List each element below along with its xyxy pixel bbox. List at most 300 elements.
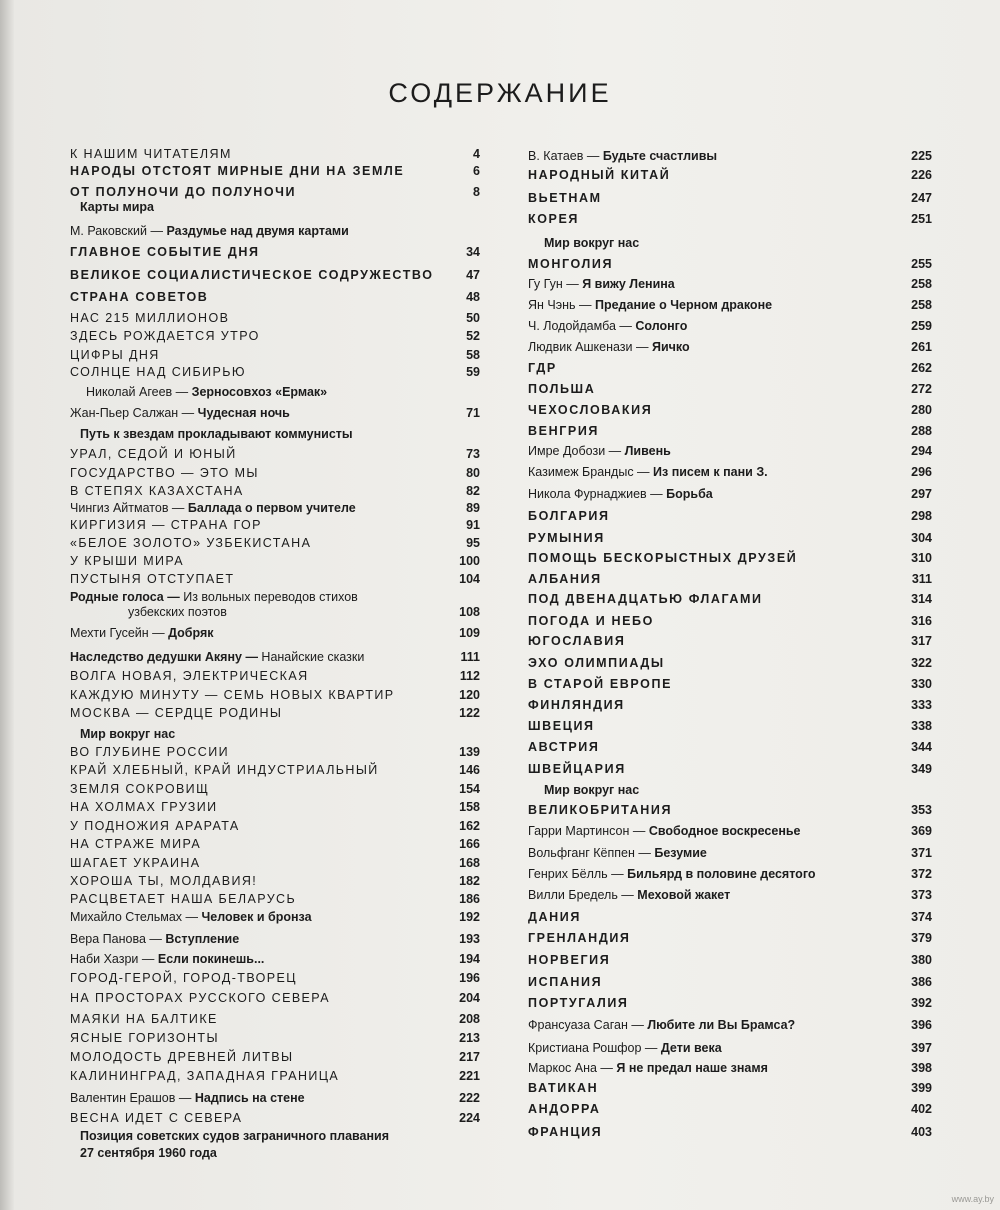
page-number: 192 bbox=[459, 910, 480, 924]
entry-text: НА СТРАЖЕ МИРА bbox=[70, 837, 202, 851]
toc-entry[interactable] bbox=[70, 1110, 480, 1130]
page-number: 288 bbox=[911, 424, 932, 438]
page-number: 310 bbox=[911, 551, 932, 565]
toc-entry[interactable] bbox=[70, 1090, 480, 1110]
entry-text: КАЖДУЮ МИНУТУ — СЕМЬ НОВЫХ КВАРТИР bbox=[70, 688, 395, 702]
toc-entry[interactable] bbox=[70, 364, 480, 384]
toc-entry[interactable] bbox=[528, 1040, 932, 1060]
entry-text: РУМЫНИЯ bbox=[528, 531, 605, 545]
entry-text: АНДОРРА bbox=[528, 1102, 601, 1116]
entry-text: АЛБАНИЯ bbox=[528, 572, 602, 586]
page-number: 111 bbox=[460, 650, 480, 664]
toc-entry[interactable] bbox=[528, 633, 932, 653]
page-number: 34 bbox=[466, 245, 480, 259]
toc-entry[interactable] bbox=[70, 1011, 480, 1031]
entry-author: Мехти Гусейн — bbox=[70, 626, 169, 640]
page-number: 71 bbox=[466, 406, 480, 420]
toc-entry[interactable] bbox=[528, 508, 932, 528]
entry-text: ЭХО ОЛИМПИАДЫ bbox=[528, 656, 665, 670]
toc-entry[interactable] bbox=[70, 446, 480, 466]
toc-entry[interactable] bbox=[528, 823, 932, 843]
page-number: 162 bbox=[459, 819, 480, 833]
toc-entry[interactable] bbox=[528, 381, 932, 401]
entry-work-title: Человек и бронза bbox=[201, 910, 312, 924]
entry-text: У ПОДНОЖИЯ АРАРАТА bbox=[70, 819, 240, 833]
toc-entry[interactable] bbox=[528, 167, 932, 187]
entry-text: ВЕСНА ИДЕТ С СЕВЕРА bbox=[70, 1111, 243, 1125]
toc-entry[interactable] bbox=[70, 571, 480, 591]
page-number: 154 bbox=[459, 782, 480, 796]
page-number: 380 bbox=[911, 953, 932, 967]
toc-entry[interactable] bbox=[70, 649, 480, 669]
entry-work-title: Солонго bbox=[635, 319, 688, 333]
entry-text: ЧЕХОСЛОВАКИЯ bbox=[528, 403, 653, 417]
entry-text bbox=[528, 845, 707, 861]
page-number: 259 bbox=[911, 319, 932, 333]
page-number: 297 bbox=[911, 487, 932, 501]
entry-text bbox=[528, 297, 772, 313]
page-number: 168 bbox=[459, 856, 480, 870]
entry-line: 27 сентября 1960 года bbox=[80, 1146, 217, 1160]
entry-text: ОТ ПОЛУНОЧИ ДО ПОЛУНОЧИ bbox=[70, 185, 297, 199]
page-number: 95 bbox=[466, 536, 480, 550]
entry-author: Франсуаза Саган — bbox=[528, 1018, 648, 1032]
toc-entry[interactable] bbox=[528, 360, 932, 380]
page-number: 338 bbox=[911, 719, 932, 733]
page-number: 112 bbox=[459, 669, 480, 683]
page-number: 398 bbox=[911, 1061, 932, 1075]
page-number: 224 bbox=[459, 1111, 480, 1125]
toc-entry[interactable] bbox=[528, 530, 932, 550]
entry-text: ЗДЕСЬ РОЖДАЕТСЯ УТРО bbox=[70, 329, 260, 343]
entry-author: Вера Панова — bbox=[70, 932, 166, 946]
page-number: 8 bbox=[473, 185, 480, 199]
page-number: 374 bbox=[911, 910, 932, 924]
entry-text: МОЛОДОСТЬ ДРЕВНЕЙ ЛИТВЫ bbox=[70, 1050, 294, 1064]
toc-entry[interactable] bbox=[528, 464, 932, 484]
entry-text: СОЛНЦЕ НАД СИБИРЬЮ bbox=[70, 365, 246, 379]
toc-entry[interactable] bbox=[70, 328, 480, 348]
page-number: 204 bbox=[459, 991, 480, 1005]
entry-text: ГОРОД-ГЕРОЙ, ГОРОД-ТВОРЕЦ bbox=[70, 971, 297, 985]
toc-entry[interactable] bbox=[70, 762, 480, 782]
page-number: 225 bbox=[911, 149, 932, 163]
entry-work-title: Надпись на стене bbox=[194, 1091, 305, 1105]
page-number: 344 bbox=[911, 740, 932, 754]
entry-text: ФРАНЦИЯ bbox=[528, 1125, 603, 1139]
page-number: 166 bbox=[459, 837, 480, 851]
entry-author: Чингиз Айтматов — bbox=[70, 501, 188, 515]
page-number: 333 bbox=[911, 698, 932, 712]
entry-text: Мир вокруг нас bbox=[544, 236, 640, 250]
entry-line bbox=[70, 590, 358, 605]
entry-work-title: Наследство дедушки Акяну — bbox=[70, 650, 262, 664]
page-number: 193 bbox=[459, 932, 480, 946]
page-number: 322 bbox=[911, 656, 932, 670]
entry-work-title: Из писем к пани З. bbox=[653, 465, 768, 479]
page-number: 109 bbox=[459, 626, 480, 640]
page-number: 120 bbox=[459, 688, 480, 702]
page-number: 213 bbox=[459, 1031, 480, 1045]
toc-entry[interactable] bbox=[528, 235, 932, 255]
toc-entry[interactable] bbox=[528, 402, 932, 422]
entry-text: ГРЕНЛАНДИЯ bbox=[528, 931, 631, 945]
entry-line: узбекских поэтов bbox=[128, 605, 227, 619]
toc-entry[interactable] bbox=[528, 676, 932, 696]
entry-author: Казимеж Брандыс — bbox=[528, 465, 654, 479]
toc-entry[interactable] bbox=[528, 995, 932, 1015]
entry-work-title: Баллада о первом учителе bbox=[187, 501, 356, 515]
page-number: 247 bbox=[911, 191, 932, 205]
page-number: 304 bbox=[911, 531, 932, 545]
entry-text bbox=[70, 405, 290, 421]
toc-entry[interactable] bbox=[528, 550, 932, 570]
entry-text: ВОЛГА НОВАЯ, ЭЛЕКТРИЧЕСКАЯ bbox=[70, 669, 309, 683]
page-title: СОДЕРЖАНИЕ bbox=[388, 78, 612, 108]
toc-entry[interactable] bbox=[528, 761, 932, 781]
page-number: 4 bbox=[473, 147, 480, 161]
toc-entry[interactable] bbox=[70, 781, 480, 801]
toc-entry[interactable] bbox=[528, 930, 932, 950]
toc-entry[interactable] bbox=[528, 655, 932, 675]
entry-work-title: Меховой жакет bbox=[637, 888, 731, 902]
entry-work-title: Раздумье над двумя картами bbox=[166, 224, 349, 238]
toc-entry[interactable] bbox=[528, 1017, 932, 1037]
toc-entry[interactable] bbox=[528, 297, 932, 317]
toc-entry[interactable] bbox=[70, 1049, 480, 1069]
toc-entry[interactable] bbox=[70, 426, 480, 446]
entry-text: ШВЕЙЦАРИЯ bbox=[528, 762, 626, 776]
toc-entry[interactable] bbox=[70, 970, 480, 990]
entry-text bbox=[528, 464, 768, 480]
page-number: 196 bbox=[459, 971, 480, 985]
page-number: 280 bbox=[911, 403, 932, 417]
toc-entry[interactable] bbox=[528, 256, 932, 276]
page-number: 314 bbox=[911, 592, 932, 606]
entry-subtitle: Нанайские сказки bbox=[261, 650, 365, 664]
toc-entry[interactable] bbox=[528, 845, 932, 865]
toc-entry[interactable] bbox=[70, 873, 480, 893]
page-number: 221 bbox=[459, 1069, 480, 1083]
toc-entry[interactable] bbox=[70, 625, 480, 645]
entry-work-title: Предание о Черном драконе bbox=[594, 298, 773, 312]
entry-text: КАЛИНИНГРАД, ЗАПАДНАЯ ГРАНИЦА bbox=[70, 1069, 340, 1083]
entry-text: ШВЕЦИЯ bbox=[528, 719, 595, 733]
page-number: 222 bbox=[459, 1091, 480, 1105]
page-number: 182 bbox=[459, 874, 480, 888]
toc-entry[interactable] bbox=[528, 148, 932, 168]
entry-author: Гу Гун — bbox=[528, 277, 583, 291]
toc-entry[interactable] bbox=[70, 590, 480, 619]
entry-text bbox=[70, 931, 239, 947]
entry-text bbox=[528, 1060, 768, 1076]
entry-text: НА ПРОСТОРАХ РУССКОГО СЕВЕРА bbox=[70, 991, 330, 1005]
toc-entry[interactable] bbox=[528, 1080, 932, 1100]
toc-entry[interactable] bbox=[70, 1068, 480, 1088]
toc-entry[interactable] bbox=[70, 1030, 480, 1050]
page-number: 258 bbox=[911, 298, 932, 312]
entry-text: ЦИФРЫ ДНЯ bbox=[70, 348, 160, 362]
toc-entry[interactable] bbox=[70, 310, 480, 330]
toc-entry[interactable] bbox=[70, 668, 480, 688]
page-number: 261 bbox=[911, 340, 932, 354]
entry-text: АВСТРИЯ bbox=[528, 740, 600, 754]
page-number: 91 bbox=[466, 518, 480, 532]
entry-text bbox=[70, 625, 214, 641]
entry-text: ВЬЕТНАМ bbox=[528, 191, 602, 205]
entry-author: Михайло Стельмах — bbox=[70, 910, 202, 924]
toc-entry[interactable] bbox=[70, 289, 480, 309]
toc-entry[interactable] bbox=[70, 818, 480, 838]
entry-text bbox=[528, 1040, 722, 1056]
entry-text bbox=[528, 318, 687, 334]
toc-entry[interactable] bbox=[528, 782, 932, 802]
page-number: 194 bbox=[459, 952, 480, 966]
page-number: 399 bbox=[911, 1081, 932, 1095]
entry-text: Мир вокруг нас bbox=[80, 727, 176, 741]
entry-text bbox=[528, 486, 713, 502]
toc-entry[interactable] bbox=[70, 163, 480, 183]
toc-entry[interactable] bbox=[70, 267, 480, 287]
entry-author: Генрих Бёлль — bbox=[528, 867, 628, 881]
entry-text bbox=[86, 384, 327, 400]
entry-text bbox=[80, 1128, 389, 1162]
toc-entry[interactable] bbox=[528, 486, 932, 506]
entry-text bbox=[528, 866, 816, 882]
toc-entry[interactable] bbox=[70, 405, 480, 425]
toc-entry[interactable] bbox=[528, 1060, 932, 1080]
toc-entry[interactable] bbox=[70, 855, 480, 875]
page-number: 82 bbox=[466, 484, 480, 498]
entry-text: ПОД ДВЕНАДЦАТЬЮ ФЛАГАМИ bbox=[528, 592, 763, 606]
entry-text bbox=[70, 500, 356, 516]
toc-entry[interactable] bbox=[528, 739, 932, 759]
toc-entry[interactable] bbox=[70, 744, 480, 764]
entry-text bbox=[70, 909, 312, 925]
entry-work-title: Яичко bbox=[651, 340, 690, 354]
page-number: 50 bbox=[466, 311, 480, 325]
entry-author: Вольфганг Кёппен — bbox=[528, 846, 655, 860]
page-number: 47 bbox=[466, 268, 480, 282]
entry-text bbox=[70, 590, 358, 620]
entry-text bbox=[70, 223, 349, 239]
toc-entry[interactable] bbox=[70, 705, 480, 725]
page-number: 146 bbox=[459, 763, 480, 777]
toc-entry[interactable] bbox=[528, 591, 932, 611]
page-number: 296 bbox=[911, 465, 932, 479]
entry-text: ГЛАВНОЕ СОБЫТИЕ ДНЯ bbox=[70, 245, 260, 259]
entry-text: У КРЫШИ МИРА bbox=[70, 554, 185, 568]
toc-entry[interactable] bbox=[528, 718, 932, 738]
entry-text: ВЕЛИКОЕ СОЦИАЛИСТИЧЕСКОЕ СОДРУЖЕСТВО bbox=[70, 268, 434, 282]
entry-work-title: Добряк bbox=[168, 626, 214, 640]
entry-work-title: Зерносовхоз «Ермак» bbox=[191, 385, 328, 399]
toc-entry[interactable] bbox=[70, 223, 480, 243]
toc-entry[interactable] bbox=[528, 887, 932, 907]
entry-subtitle: Из вольных переводов стихов bbox=[183, 590, 358, 604]
page-number: 330 bbox=[911, 677, 932, 691]
entry-work-title: Родные голоса — bbox=[70, 590, 184, 604]
entry-text: ПУСТЫНЯ ОТСТУПАЕТ bbox=[70, 572, 235, 586]
toc-entry[interactable] bbox=[70, 951, 480, 971]
toc-entry[interactable] bbox=[528, 1124, 932, 1144]
toc-entry[interactable] bbox=[70, 535, 480, 555]
toc-entry[interactable] bbox=[528, 613, 932, 633]
toc-entry[interactable] bbox=[70, 891, 480, 911]
entry-text: ФИНЛЯНДИЯ bbox=[528, 698, 625, 712]
entry-text: К НАШИМ ЧИТАТЕЛЯМ bbox=[70, 147, 232, 161]
entry-text: Мир вокруг нас bbox=[544, 783, 640, 797]
toc-entry[interactable] bbox=[528, 318, 932, 338]
toc-entry[interactable] bbox=[70, 726, 480, 746]
entry-text: КИРГИЗИЯ — СТРАНА ГОР bbox=[70, 518, 262, 532]
entry-work-title: Бильярд в половине десятого bbox=[627, 867, 816, 881]
entry-text: КОРЕЯ bbox=[528, 212, 580, 226]
entry-text: МОНГОЛИЯ bbox=[528, 257, 614, 271]
page-number: 73 bbox=[466, 447, 480, 461]
toc-entry[interactable] bbox=[528, 339, 932, 359]
entry-text: ЗЕМЛЯ СОКРОВИЩ bbox=[70, 782, 210, 796]
entry-text: ШАГАЕТ УКРАИНА bbox=[70, 856, 201, 870]
page-number: 369 bbox=[911, 824, 932, 838]
page-number: 373 bbox=[911, 888, 932, 902]
page-number: 371 bbox=[911, 846, 932, 860]
entry-author: Ч. Лодойдамба — bbox=[528, 319, 636, 333]
toc-entry[interactable] bbox=[528, 866, 932, 886]
entry-author: Никола Фурнаджиев — bbox=[528, 487, 667, 501]
page-number: 255 bbox=[911, 257, 932, 271]
toc-entry[interactable] bbox=[70, 465, 480, 485]
toc-entry[interactable] bbox=[70, 244, 480, 264]
entry-text bbox=[70, 649, 364, 665]
entry-text: ПОЛЬША bbox=[528, 382, 596, 396]
entry-text: ВО ГЛУБИНЕ РОССИИ bbox=[70, 745, 229, 759]
entry-text bbox=[528, 443, 671, 459]
entry-text: ВЕНГРИЯ bbox=[528, 424, 599, 438]
toc-entry[interactable] bbox=[70, 909, 480, 929]
toc-entry[interactable] bbox=[528, 1101, 932, 1121]
entry-author: Кристиана Рошфор — bbox=[528, 1041, 661, 1055]
page-number: 226 bbox=[911, 168, 932, 182]
toc-entry[interactable] bbox=[528, 571, 932, 591]
entry-text: НОРВЕГИЯ bbox=[528, 953, 611, 967]
entry-text: Путь к звездам прокладывают коммунисты bbox=[80, 427, 353, 441]
entry-text: УРАЛ, СЕДОЙ И ЮНЫЙ bbox=[70, 447, 237, 461]
page-number: 262 bbox=[911, 361, 932, 375]
toc-entry[interactable] bbox=[528, 190, 932, 210]
page-number: 59 bbox=[466, 365, 480, 379]
page-number: 402 bbox=[911, 1102, 932, 1116]
toc-entry[interactable] bbox=[528, 909, 932, 929]
entry-text: ГДР bbox=[528, 361, 557, 375]
toc-entry[interactable] bbox=[528, 802, 932, 822]
toc-entry[interactable] bbox=[528, 276, 932, 296]
toc-entry[interactable] bbox=[70, 687, 480, 707]
toc-entry[interactable] bbox=[70, 799, 480, 819]
entry-text: ПОМОЩЬ БЕСКОРЫСТНЫХ ДРУЗЕЙ bbox=[528, 551, 798, 565]
entry-text bbox=[70, 1090, 305, 1106]
entry-text: НА ХОЛМАХ ГРУЗИИ bbox=[70, 800, 218, 814]
page-number: 316 bbox=[911, 614, 932, 628]
entry-text bbox=[528, 823, 801, 839]
entry-author: Наби Хазри — bbox=[70, 952, 158, 966]
page-number: 396 bbox=[911, 1018, 932, 1032]
entry-text: ХОРОША ТЫ, МОЛДАВИЯ! bbox=[70, 874, 258, 888]
entry-text: БОЛГАРИЯ bbox=[528, 509, 610, 523]
page-number: 386 bbox=[911, 975, 932, 989]
page-number: 311 bbox=[911, 572, 932, 586]
toc-entry[interactable] bbox=[528, 211, 932, 231]
toc-entry[interactable] bbox=[528, 974, 932, 994]
page-number: 208 bbox=[459, 1012, 480, 1026]
entry-author: Жан-Пьер Салжан — bbox=[70, 406, 198, 420]
entry-work-title: Будьте счастливы bbox=[602, 149, 718, 163]
toc-entry[interactable] bbox=[70, 1128, 480, 1160]
toc-entry[interactable] bbox=[70, 990, 480, 1010]
entry-text bbox=[528, 148, 717, 164]
toc-entry[interactable] bbox=[70, 199, 480, 219]
entry-work-title: Если покинешь... bbox=[157, 952, 265, 966]
entry-text bbox=[528, 276, 675, 292]
entry-work-title: Любите ли Вы Брамса? bbox=[647, 1018, 796, 1032]
page-number: 379 bbox=[911, 931, 932, 945]
page-number: 317 bbox=[911, 634, 932, 648]
entry-text: ПОРТУГАЛИЯ bbox=[528, 996, 629, 1010]
page-number: 108 bbox=[459, 605, 480, 619]
entry-work-title: Я не предал наше знамя bbox=[616, 1061, 768, 1075]
page-number: 122 bbox=[459, 706, 480, 720]
page-number: 258 bbox=[911, 277, 932, 291]
entry-text: В СТЕПЯХ КАЗАХСТАНА bbox=[70, 484, 244, 498]
toc-entry[interactable] bbox=[70, 384, 480, 404]
entry-author: Валентин Ерашов — bbox=[70, 1091, 195, 1105]
page-number: 89 bbox=[466, 501, 480, 515]
entry-text: КРАЙ ХЛЕБНЫЙ, КРАЙ ИНДУСТРИАЛЬНЫЙ bbox=[70, 763, 379, 777]
entry-text: ЮГОСЛАВИЯ bbox=[528, 634, 626, 648]
page-number: 298 bbox=[911, 509, 932, 523]
entry-text bbox=[528, 887, 730, 903]
entry-work-title: Безумие bbox=[654, 846, 707, 860]
entry-text bbox=[70, 951, 264, 967]
entry-work-title: Свободное воскресенье bbox=[648, 824, 801, 838]
toc-entry[interactable] bbox=[528, 423, 932, 443]
page-number: 100 bbox=[459, 554, 480, 568]
entry-text: В СТАРОЙ ЕВРОПЕ bbox=[528, 677, 673, 691]
page-number: 403 bbox=[911, 1125, 932, 1139]
page-number: 217 bbox=[459, 1050, 480, 1064]
entry-line: Позиция советских судов заграничного плавания bbox=[80, 1129, 390, 1143]
toc-entry[interactable] bbox=[70, 836, 480, 856]
entry-text: ГОСУДАРСТВО — ЭТО МЫ bbox=[70, 466, 259, 480]
entry-text: ДАНИЯ bbox=[528, 910, 581, 924]
entry-text: ИСПАНИЯ bbox=[528, 975, 603, 989]
entry-text: МОСКВА — СЕРДЦЕ РОДИНЫ bbox=[70, 706, 283, 720]
page-gutter-shadow bbox=[0, 0, 14, 1210]
toc-entry[interactable] bbox=[528, 443, 932, 463]
entry-author: М. Раковский — bbox=[70, 224, 167, 238]
toc-entry[interactable] bbox=[70, 553, 480, 573]
entry-work-title: Я вижу Ленина bbox=[582, 277, 675, 291]
toc-entry[interactable] bbox=[70, 931, 480, 951]
toc-entry[interactable] bbox=[528, 952, 932, 972]
toc-entry[interactable] bbox=[528, 697, 932, 717]
toc-entry[interactable] bbox=[70, 517, 480, 537]
entry-text: «БЕЛОЕ ЗОЛОТО» УЗБЕКИСТАНА bbox=[70, 536, 312, 550]
entry-work-title: Чудесная ночь bbox=[197, 406, 290, 420]
entry-text: НАРОДЫ ОТСТОЯТ МИРНЫЕ ДНИ НА ЗЕМЛЕ bbox=[70, 164, 405, 178]
entry-text: ВАТИКАН bbox=[528, 1081, 599, 1095]
page-number: 372 bbox=[911, 867, 932, 881]
